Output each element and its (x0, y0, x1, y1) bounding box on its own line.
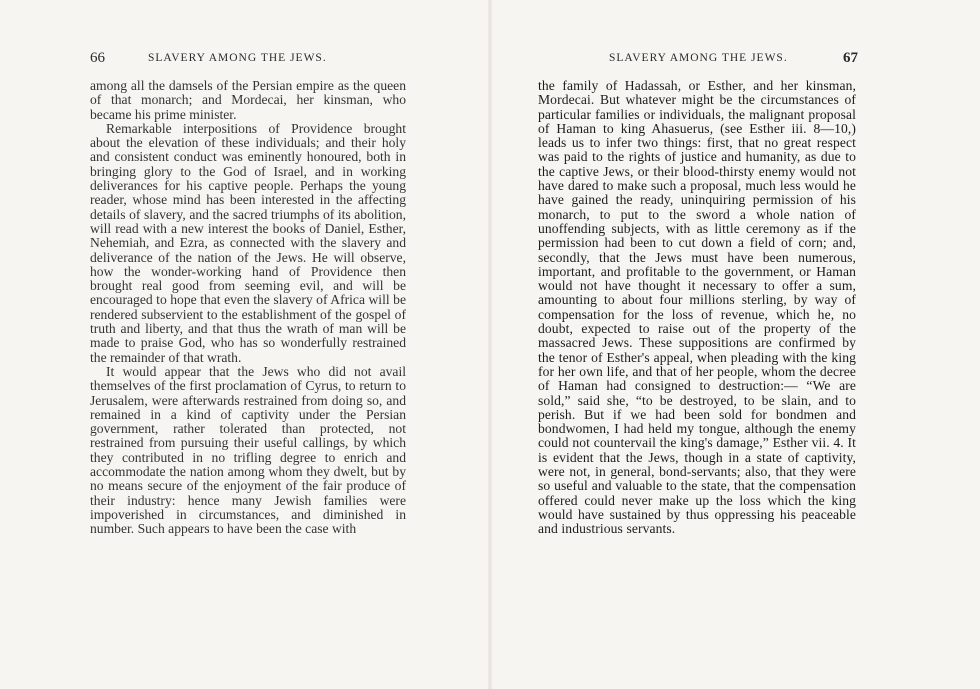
left-paragraph-1: among all the damsels of the Persian empire as the queen of that monarch; and Mordecai, her kinsman, who became his prime minister. (90, 78, 406, 122)
right-page-number: 67 (843, 50, 858, 66)
right-page (490, 0, 980, 689)
left-page-number: 66 (90, 50, 105, 66)
right-running-head: SLAVERY AMONG THE JEWS. (609, 52, 788, 64)
left-paragraph-2: Remarkable interpositions of Providence brought about the elevation of these individuals; and their holy and consistent conduct was eminently honoured, both in bringing glory to the God of Israel, and in working deliverances for his captive people. Perhaps the young reader, whose mind has been interested in the affecting details of slavery, and the sacred triumphs of its abolition, will read with a new interest the books of Daniel, Esther, Nehemiah, and Ezra, as connected with the slavery and deliverance of the nation of the Jews. He will observe, how the wonder-working hand of Providence then brought real good from seeming evil, and will be encouraged to hope that even the slavery of Africa will be rendered subservient to the establishment of the gospel of truth and liberty, and that thus the wrath of man will be made to praise God, who has so wonderfully restrained the remainder of that wrath. (90, 120, 406, 365)
left-page-body (90, 79, 406, 537)
right-page-body (538, 79, 856, 537)
left-running-head: SLAVERY AMONG THE JEWS. (148, 52, 327, 64)
right-paragraph-1: the family of Hadassah, or Esther, and her kinsman, Mordecai. But whatever might be the circumstances of particular families or individuals, the malignant proposal of Haman to king Ahasuerus, (see Esther iii. 8—10,) leads us to infer two things: first, that no great respect was paid to the rights of justice and humanity, as due to the captive Jews, or their blood-thirsty enemy would not have dared to make such a proposal, much less would he have gained the ready, uninquiring permission of his monarch, to put to the sword a whole nation of unoffending subjects, with as little ceremony as if the permission had been to cut down a field of corn; and, secondly, that the Jews must have been numerous, important, and profitable to the government, or Haman would not have thought it necessary to offer a sum, amounting to about four millions sterling, by way of compensation for the loss of revenue, which he, no doubt, expected to raise out of the property of the massacred Jews. These suppositions are confirmed by the tenor of Esther's appeal, when pleading with the king for her own life, and that of her people, whom the decree of Haman had consigned to destruction:— “We are sold,” said she, “to be destroyed, to be slain, and to perish. But if we had been sold for bondmen and bondwomen, I had held my tongue, although the enemy could not countervail the king's damage,” Esther vii. 4. It is evident that the Jews, though in a state of captivity, were not, in general, bond-servants; also, that they were so useful and valuable to the state, that the compensation offered could never make up the loss which the king would have sustained by thus oppressing his peaceable and industrious servants. (538, 78, 856, 537)
left-paragraph-3: It would appear that the Jews who did not avail themselves of the first proclamation of Cyrus, to return to Jerusalem, were afterwards restrained from doing so, and remained in a kind of captivity under the Persian government, rather tolerated than protected, not restrained from pursuing their useful callings, by which they contributed in no trifling degree to enrich and accommodate the nation among whom they dwelt, but by no means secure of the enjoyment of the fair produce of their industry: hence many Jewish families were impoverished in circumstances, and diminished in number. Such appears to have been the case with (90, 363, 406, 537)
